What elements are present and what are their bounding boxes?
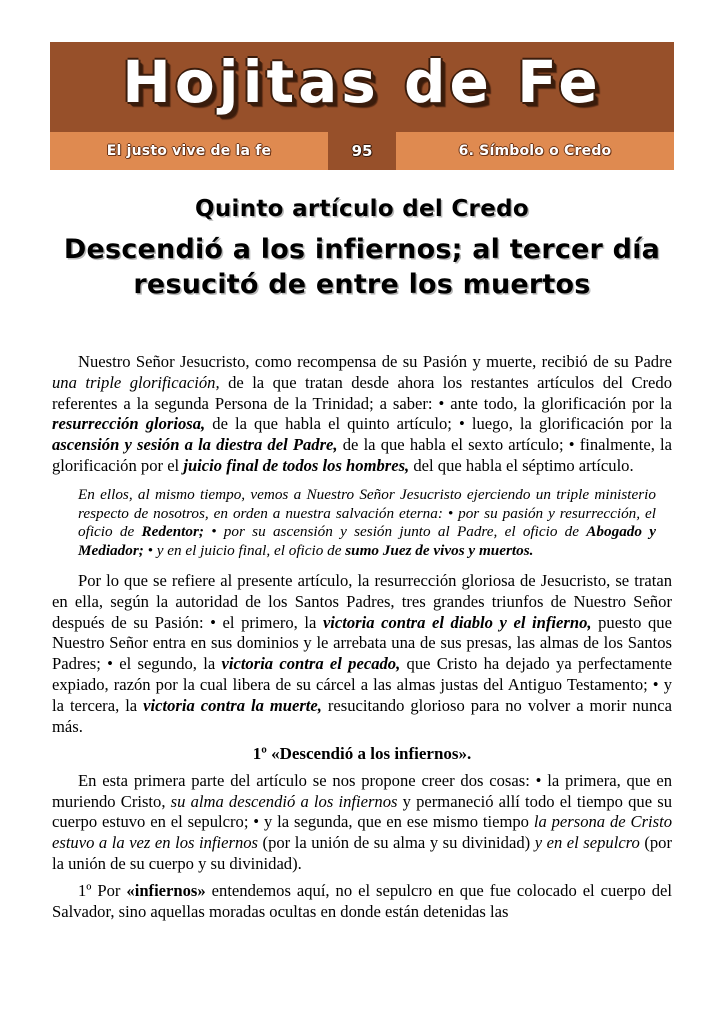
p2-bi1: victoria contra el diablo y el infierno, [322,612,592,632]
p1-seg5: del que habla el séptimo artículo. [409,456,634,476]
p2-seg4: resucitando glorioso para no volver a morir nunca más. [52,695,672,736]
p3-seg4: (por la unión de su cuerpo y su divinidad). [52,833,673,874]
p2-bi3: victoria contra la muerte, [143,695,322,715]
p3-em2: la persona de Cristo estuvo a la vez en los infiernos [52,812,672,853]
quote-seg1: En ellos, al mismo tiempo, vemos a Nuestro Señor Jesucristo ejerciendo un triple ministerio respecto de nosotros, en orden a nuestra salvación eterna: • por su pasión y resurrección, el oficio de [78,485,656,541]
article-title: Descendió a los infiernos; al tercer día resucitó de entre los muertos [63,234,661,301]
p4-seg2: entendemos aquí, no el sepulcro en que fue colocado el cuerpo del Salvador, sino aquellas moradas ocultas en donde están detenidas las [52,880,672,921]
paragraph-4 [52,881,672,923]
p1-seg1: Nuestro Señor Jesucristo, como recompensa de su Pasión y muerte, recibió de su Padre [78,352,672,371]
p1-bi3: juicio final de todos los hombres, [183,456,410,476]
quote-paragraph [78,486,656,561]
p3-seg3: (por la unión de su alma y su divinidad) [258,833,535,853]
quote-b3: sumo Juez de vivos y muertos. [345,542,534,560]
p3-em1: su alma descendió a los infiernos [170,791,398,811]
p2-seg3: que Cristo ha dejado ya perfectamente expiado, razón por la cual libera de su cárcel a las almas justas del Antiguo Testamento; • y la tercera, la [52,654,672,715]
masthead-subbar [50,132,674,170]
masthead-banner [50,42,674,132]
paragraph-3 [52,771,672,875]
article-kicker: Quinto artículo del Credo [195,196,529,222]
p2-bi2: victoria contra el pecado, [221,654,401,674]
article-heading-group [52,196,672,302]
paragraph-1 [52,352,672,477]
paragraph-2 [52,571,672,738]
quote-seg2: • por su ascensión y sesión junto al Padre, el oficio de [203,523,587,541]
masthead [50,42,674,170]
p2-seg1: Por lo que se refiere al presente artículo, la resurrección gloriosa de Jesucristo, se tratan en ella, según la autoridad de los Santos Padres, tres grandes triunfos de Nuestro Señor después de su Pasión: • el primero, la [52,570,672,632]
section-subheading: 1º «Descendió a los infiernos». [252,744,472,764]
quote-b1: Redentor; [141,523,204,541]
quote-b2: Abogado y Mediador; [78,523,657,560]
p1-bi2: ascensión y sesión a la diestra del Padre, [52,435,338,455]
indented-quote-block [78,486,656,561]
p4-seg1: 1º Por [78,880,127,900]
p3-seg1: En esta primera parte del artículo se nos propone creer dos cosas: • la primera, que en muriendo Cristo, [52,770,672,811]
p1-seg3: de la que habla el quinto artículo; • luego, la glorificación por la [205,414,672,434]
p4-b1: «infiernos» [126,880,206,900]
publication-title: Hojitas de Fe [122,48,602,116]
p1-seg2: de la que tratan desde ahora los restantes artículos del Credo referentes a la segunda Persona de la Trinidad; a saber: • ante todo, la glorificación por la [52,372,672,413]
p3-seg2: y permaneció allí todo el tiempo que su cuerpo estuvo en el sepulcro; • y la segunda, que en ese mismo tiempo [52,791,672,832]
issue-number-badge: 95 [328,132,396,170]
p1-seg4: de la que habla el sexto artículo; • finalmente, la glorificación por el [52,435,672,476]
publication-motto: El justo vive de la fe [106,143,272,159]
article-body [52,352,672,928]
p1-em1: una triple glorificación, [52,372,220,392]
p1-bi1: resurrección gloriosa, [52,414,206,434]
p3-em3: y en el sepulcro [534,833,640,853]
section-label: 6. Símbolo o Credo [458,143,612,159]
quote-seg3: • y en el juicio final, el oficio de [143,542,346,560]
p2-seg2: puesto que Nuestro Señor entra en sus dominios y le arrebata una de sus presas, las almas de los Santos Padres; • el segundo, la [52,612,672,674]
